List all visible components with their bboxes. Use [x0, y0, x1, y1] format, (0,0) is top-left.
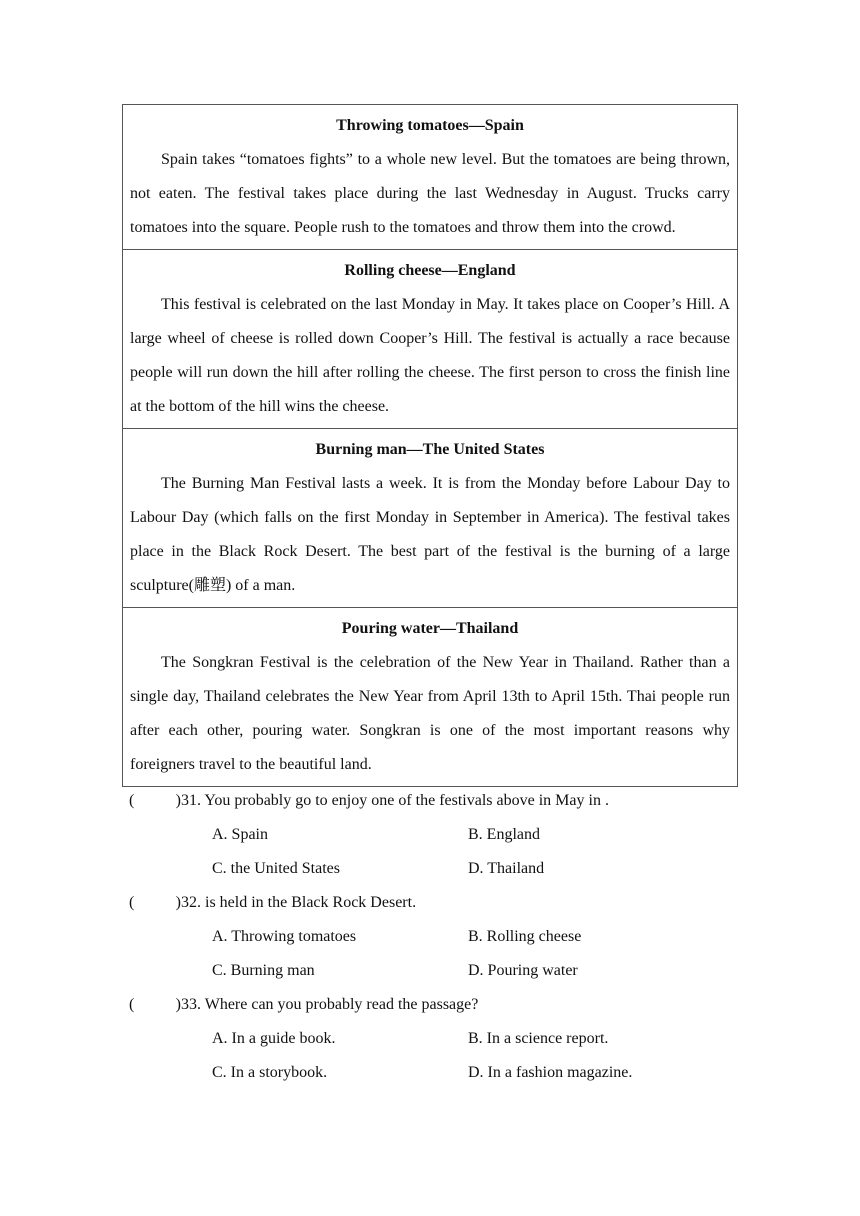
open-paren: ( [129, 792, 135, 809]
options-row [129, 954, 749, 988]
option-b[interactable]: B. Rolling cheese [468, 928, 582, 945]
festival-title: Burning man—The United States [315, 441, 545, 458]
options-row [129, 920, 749, 954]
festival-table [122, 104, 738, 787]
option-c[interactable]: C. Burning man [212, 962, 315, 979]
question-list [129, 784, 749, 1090]
option-d[interactable]: D. Thailand [468, 860, 545, 877]
close-paren: ) [175, 996, 181, 1013]
festival-row-spain [123, 105, 738, 250]
question-32 [129, 886, 749, 920]
festival-cell [123, 608, 738, 787]
open-paren: ( [129, 996, 135, 1013]
festival-title: Pouring water—Thailand [341, 620, 519, 637]
festival-text: The Burning Man Festival lasts a week. It is from the Monday before Labour Day to Labour Day (which falls on the first Monday in September in America). The festival takes place in the Black Rock Desert. The best part of the festival is the burning of a large sculpture(雕塑) of a man. [130, 475, 730, 594]
question-text: 33. Where can you probably read the passage? [181, 996, 479, 1013]
festival-text: This festival is celebrated on the last Monday in May. It takes place on Cooper’s Hill. A large wheel of cheese is rolled down Cooper’s Hill. The festival is actually a race because people will run down the hill after rolling the cheese. The first person to cross the finish line at the bottom of the hill wins the cheese. [130, 296, 730, 415]
festival-cell [123, 429, 738, 608]
option-a[interactable]: A. In a guide book. [212, 1030, 336, 1047]
options-row [129, 818, 749, 852]
options-row [129, 1056, 749, 1090]
close-paren: ) [175, 792, 181, 809]
option-c[interactable]: C. the United States [212, 860, 340, 877]
answer-blank[interactable] [129, 988, 181, 1022]
option-b[interactable]: B. In a science report. [468, 1030, 609, 1047]
option-a[interactable]: A. Throwing tomatoes [212, 928, 357, 945]
open-paren: ( [129, 894, 135, 911]
festival-text: Spain takes “tomatoes fights” to a whole new level. But the tomatoes are being thrown, not eaten. The festival takes place during the last Wednesday in August. Trucks carry tomatoes into the square. People rush to the tomatoes and throw them into the crowd. [130, 151, 730, 236]
festival-title: Throwing tomatoes—Spain [336, 117, 524, 134]
question-text: 31. You probably go to enjoy one of the festivals above in May in . [181, 792, 609, 809]
festival-row-england [123, 250, 738, 429]
question-31 [129, 784, 749, 818]
festival-row-united-states [123, 429, 738, 608]
festival-cell [123, 105, 738, 250]
option-b[interactable]: B. England [468, 826, 540, 843]
answer-blank[interactable] [129, 886, 181, 920]
option-d[interactable]: D. In a fashion magazine. [468, 1064, 633, 1081]
option-c[interactable]: C. In a storybook. [212, 1064, 328, 1081]
question-33 [129, 988, 749, 1022]
options-row [129, 1022, 749, 1056]
options-row [129, 852, 749, 886]
option-a[interactable]: A. Spain [212, 826, 268, 843]
festival-title: Rolling cheese—England [344, 262, 516, 279]
answer-blank[interactable] [129, 784, 181, 818]
festival-text: The Songkran Festival is the celebration of the New Year in Thailand. Rather than a single day, Thailand celebrates the New Year from April 13th to April 15th. Thai people run after each other, pouring water. Songkran is one of the most important reasons why foreigners travel to the beautiful land. [130, 654, 730, 773]
question-text: 32. is held in the Black Rock Desert. [181, 894, 417, 911]
festival-cell [123, 250, 738, 429]
close-paren: ) [175, 894, 181, 911]
option-d[interactable]: D. Pouring water [468, 962, 578, 979]
festival-row-thailand [123, 608, 738, 787]
